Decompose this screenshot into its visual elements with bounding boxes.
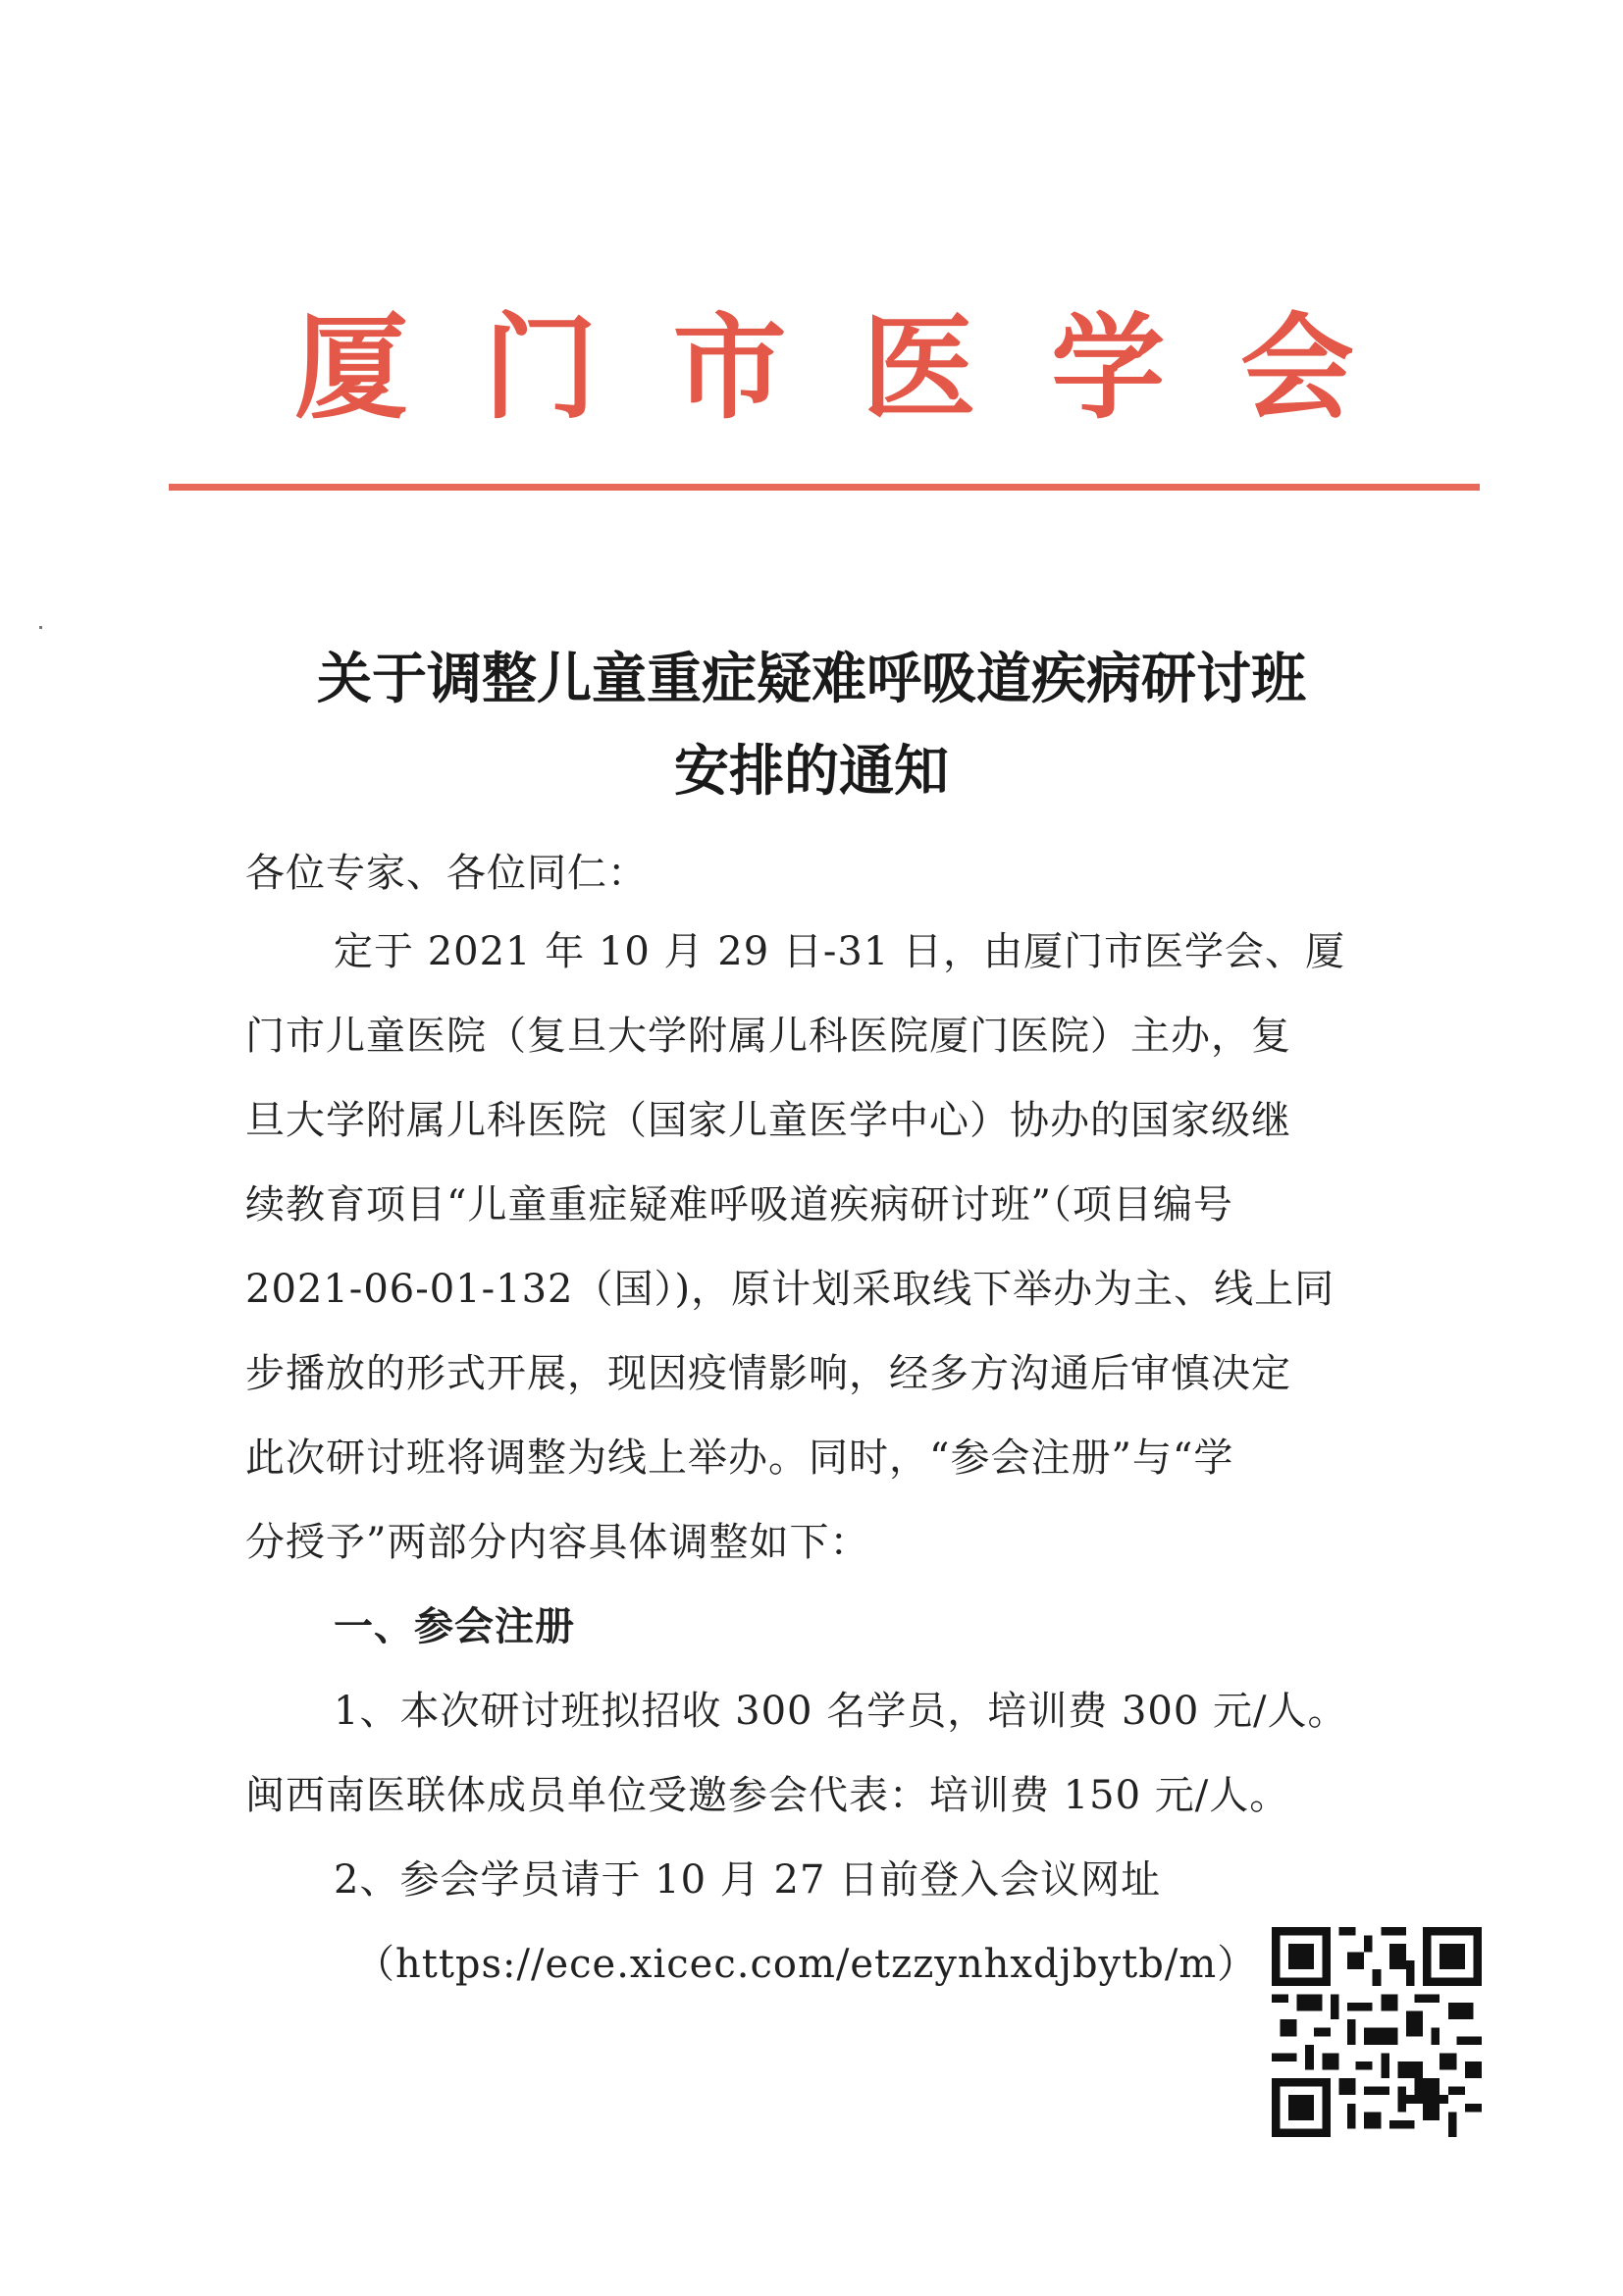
paragraph-line: 2021-06-01-132（国）)，原计划采取线下举办为主、线上同 — [245, 1267, 1335, 1312]
paragraph-line: 定于 2021 年 10 月 29 日-31 日，由厦门市医学会、厦 — [334, 929, 1346, 974]
paragraph-line: 分授予”两部分内容具体调整如下： — [245, 1520, 870, 1565]
letterhead-char: 市 — [672, 300, 787, 435]
notice-title-line-1: 关于调整儿童重症疑难呼吸道疾病研讨班 — [317, 648, 1306, 711]
letterhead-org-name — [294, 294, 1354, 435]
paragraph-line: 此次研讨班将调整为线上举办。同时，“参会注册”与“学 — [245, 1435, 1234, 1481]
paragraph-line: 步播放的形式开展，现因疫情影响，经多方沟通后审慎决定 — [245, 1351, 1291, 1396]
meeting-url: （https://ece.xicec.com/etzzynhxdjbytb/m） — [355, 1942, 1258, 1987]
letterhead-char: 医 — [862, 300, 976, 435]
paragraph-line: 门市儿童医院（复旦大学附属儿科医院厦门医院）主办，复 — [245, 1014, 1291, 1059]
letterhead-char: 门 — [483, 300, 598, 435]
salutation: 各位专家、各位同仁： — [245, 851, 648, 896]
item-2-line-1: 2、参会学员请于 10 月 27 日前登入会议网址 — [334, 1857, 1162, 1903]
paragraph-line: 续教育项目“儿童重症疑难呼吸道疾病研讨班”（项目编号 — [245, 1182, 1233, 1227]
notice-title-line-2: 安排的通知 — [674, 740, 949, 804]
scan-speck — [39, 626, 42, 629]
letterhead-char: 厦 — [294, 300, 408, 435]
letterhead-char: 会 — [1239, 300, 1354, 435]
item-1-line-2: 闽西南医联体成员单位受邀参会代表：培训费 150 元/人。 — [245, 1773, 1290, 1818]
item-1-line-1: 1、本次研讨班拟招收 300 名学员，培训费 300 元/人。 — [334, 1689, 1348, 1734]
letterhead-divider — [169, 484, 1480, 491]
paragraph-line: 旦大学附属儿科医院（国家儿童医学中心）协办的国家级继 — [245, 1098, 1291, 1143]
section-heading-registration: 一、参会注册 — [334, 1603, 575, 1649]
letterhead-char: 学 — [1051, 300, 1166, 435]
qr-code-icon — [1272, 1927, 1482, 2137]
